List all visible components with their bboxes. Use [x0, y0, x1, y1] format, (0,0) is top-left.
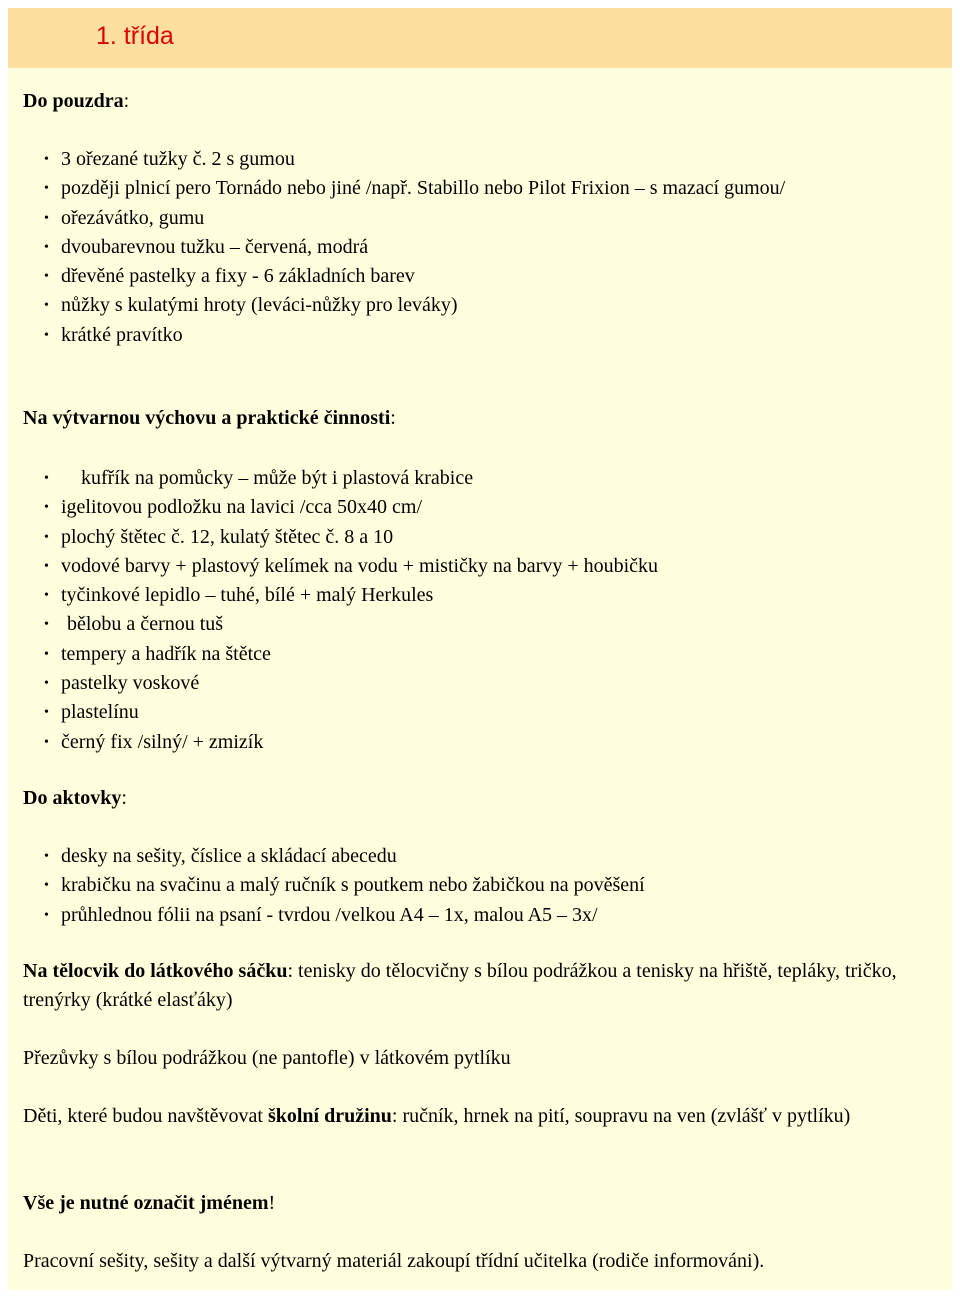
item-text: krátké pravítko — [61, 323, 183, 346]
heading-colon: : — [390, 407, 396, 429]
item-text: průhlednou fólii na psaní - tvrdou /velkou A4 – 1x, malou A5 – 3x/ — [61, 903, 598, 926]
list-item — [8, 728, 821, 757]
bullet-icon: • — [44, 907, 49, 923]
list-item — [8, 842, 821, 871]
workbooks-paragraph: Pracovní sešity, sešity a další výtvarný materiál zakoupí třídní učitelka (rodiče informováni). — [23, 1250, 765, 1272]
label-note-bold: Vše je nutné označit jménem — [23, 1192, 269, 1214]
bullet-icon: • — [44, 298, 49, 314]
list-item — [8, 552, 821, 581]
item-text: desky na sešity, číslice a skládací abecedu — [61, 845, 397, 867]
item-text: tyčinkové lepidlo – tuhé, bílé + malý Herkules — [61, 584, 434, 607]
section-heading-art — [23, 406, 396, 430]
item-text: igelitovou podložku na lavici /cca 50x40 cm/ — [61, 496, 423, 519]
item-text: plochý štětec č. 12, kulatý štětec č. 8 a 10 — [61, 525, 394, 548]
afterschool-post: : ručník, hrnek na pití, soupravu na ven (zvlášť v pytlíku) — [391, 1105, 851, 1127]
item-text: tempery a hadřík na štětce — [61, 642, 271, 665]
bullet-icon: • — [44, 471, 49, 486]
page-title: 1. třída — [96, 22, 174, 50]
afterschool-pre: Děti, které budou navštěvovat — [23, 1105, 268, 1127]
list-item — [8, 174, 861, 203]
list-item — [8, 640, 821, 669]
item-text: dvoubarevnou tužku – červená, modrá — [61, 235, 369, 258]
bullet-icon: • — [44, 327, 49, 343]
list-item — [8, 669, 821, 698]
bullet-icon: • — [44, 269, 49, 285]
item-text: kufřík na pomůcky – může být i plastová krabice — [81, 467, 474, 489]
list-item — [8, 204, 821, 233]
bullet-icon: • — [44, 558, 49, 574]
item-text: nůžky s kulatými hroty (leváci-nůžky pro leváky) — [61, 294, 458, 317]
afterschool-bold: školní družinu — [267, 1105, 392, 1127]
list-item — [8, 321, 821, 350]
section-heading-schoolbag — [23, 786, 127, 810]
item-text: pastelky voskové — [61, 672, 200, 695]
list-item — [8, 493, 821, 522]
item-text: krabičku na svačinu a malý ručník s poutkem nebo žabičkou na pověšení — [61, 874, 645, 897]
list-item — [8, 901, 881, 930]
heading-bold: Na výtvarnou výchovu a praktické činnosti — [23, 407, 391, 429]
bullet-icon: • — [44, 239, 49, 255]
header-band — [8, 8, 952, 68]
pe-text: : tenisky do tělocvičny s bílou podrážkou a tenisky na hřiště, tepláky, tričko, trenýrky (krátké elasťáky) — [23, 960, 897, 1011]
list-item — [8, 871, 881, 900]
item-text: černý fix /silný/ + zmizík — [61, 730, 264, 753]
bullet-icon: • — [44, 878, 49, 894]
bullet-icon: • — [44, 210, 49, 226]
list-item — [8, 262, 821, 291]
bullet-icon: • — [44, 617, 49, 633]
page — [8, 8, 952, 1290]
bullet-icon: • — [44, 676, 49, 692]
list-item — [8, 581, 821, 610]
heading-colon: : — [121, 787, 127, 809]
art-list — [8, 464, 821, 757]
list-item — [8, 464, 821, 493]
item-text: plastelínu — [61, 701, 139, 724]
item-text: později plnicí pero Tornádo nebo jiné /např. Stabillo nebo Pilot Frixion – s mazací gumou/ — [61, 177, 786, 200]
list-item — [8, 233, 821, 262]
slippers-paragraph: Přezůvky s bílou podrážkou (ne pantofle) v látkovém pytlíku — [23, 1047, 511, 1069]
bullet-icon: • — [44, 705, 49, 721]
heading-colon: : — [123, 90, 130, 112]
schoolbag-list — [8, 842, 881, 930]
bullet-icon: • — [44, 588, 49, 604]
heading-bold: Do pouzdra — [23, 90, 124, 112]
list-item — [8, 291, 821, 320]
list-item — [8, 523, 821, 552]
item-text: 3 ořezané tužky č. 2 s gumou — [61, 148, 295, 170]
afterschool-paragraph — [23, 1102, 938, 1131]
item-text: ořezávátko, gumu — [61, 206, 205, 229]
section-heading-pencil-case — [23, 89, 129, 113]
pe-bold: Na tělocvik do látkového sáčku — [23, 960, 288, 982]
bullet-icon: • — [44, 849, 49, 864]
pe-paragraph — [23, 957, 938, 1015]
bullet-icon: • — [44, 529, 49, 545]
heading-bold: Do aktovky — [23, 787, 122, 809]
list-item — [8, 610, 821, 639]
list-item — [8, 145, 821, 174]
label-note-post: ! — [268, 1192, 276, 1214]
bullet-icon: • — [44, 500, 49, 516]
item-text: bělobu a černou tuš — [67, 613, 224, 636]
bullet-icon: • — [44, 646, 49, 662]
bullet-icon: • — [44, 734, 49, 750]
item-text: vodové barvy + plastový kelímek na vodu + mističky na barvy + houbičku — [61, 554, 659, 577]
item-text: dřevěné pastelky a fixy - 6 základních barev — [61, 265, 415, 288]
label-note-paragraph — [23, 1189, 938, 1218]
bullet-icon: • — [44, 152, 49, 167]
list-item — [8, 698, 821, 727]
pencil-case-list — [8, 145, 861, 350]
bullet-icon: • — [44, 181, 49, 197]
